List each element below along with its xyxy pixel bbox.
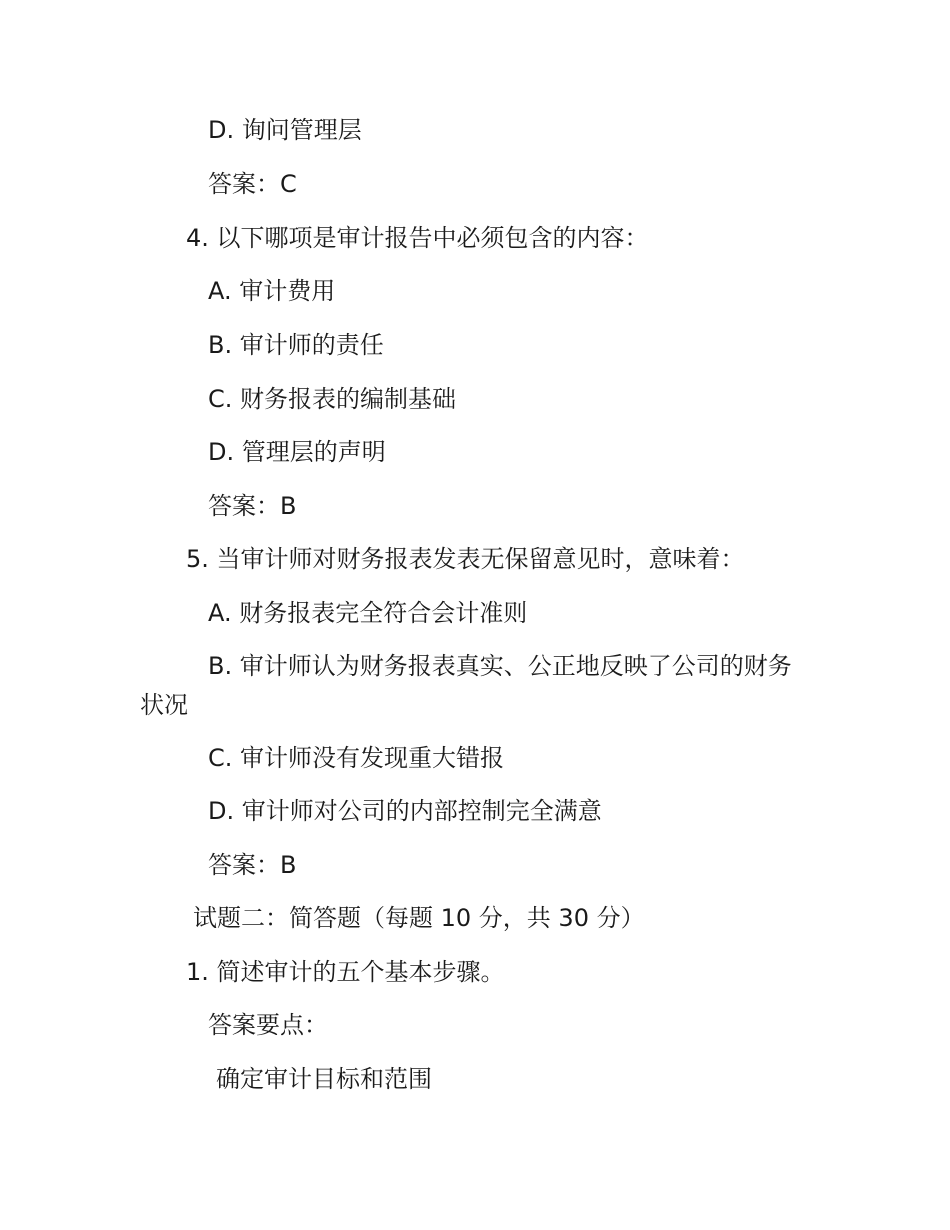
sq1-answer-label: 答案要点： xyxy=(208,1011,328,1039)
q3-answer: 答案：C xyxy=(208,170,297,198)
q4-answer: 答案：B xyxy=(208,492,297,520)
q4-option-c: C. 财务报表的编制基础 xyxy=(208,385,457,413)
q4-option-b: B. 审计师的责任 xyxy=(208,331,384,359)
q3-option-d: D. 询问管理层 xyxy=(208,116,362,144)
q5-question: 5. 当审计师对财务报表发表无保留意见时，意味着： xyxy=(186,545,745,573)
sq1-point-1: 确定审计目标和范围 xyxy=(216,1065,432,1093)
section2-title: 试题二：简答题（每题 10 分，共 30 分） xyxy=(193,904,645,932)
q5-option-b-line1: B. 审计师认为财务报表真实、公正地反映了公司的财务 xyxy=(208,652,792,680)
q5-option-a: A. 财务报表完全符合会计准则 xyxy=(208,599,528,627)
q4-question: 4. 以下哪项是审计报告中必须包含的内容： xyxy=(186,224,649,252)
q4-option-d: D. 管理层的声明 xyxy=(208,438,386,466)
q5-option-d: D. 审计师对公司的内部控制完全满意 xyxy=(208,797,602,825)
q5-option-c: C. 审计师没有发现重大错报 xyxy=(208,744,505,772)
q5-option-b-line2: 状况 xyxy=(140,691,188,719)
q4-option-a: A. 审计费用 xyxy=(208,277,336,305)
q5-answer: 答案：B xyxy=(208,851,297,879)
sq1-question: 1. 简述审计的五个基本步骤。 xyxy=(186,958,505,986)
